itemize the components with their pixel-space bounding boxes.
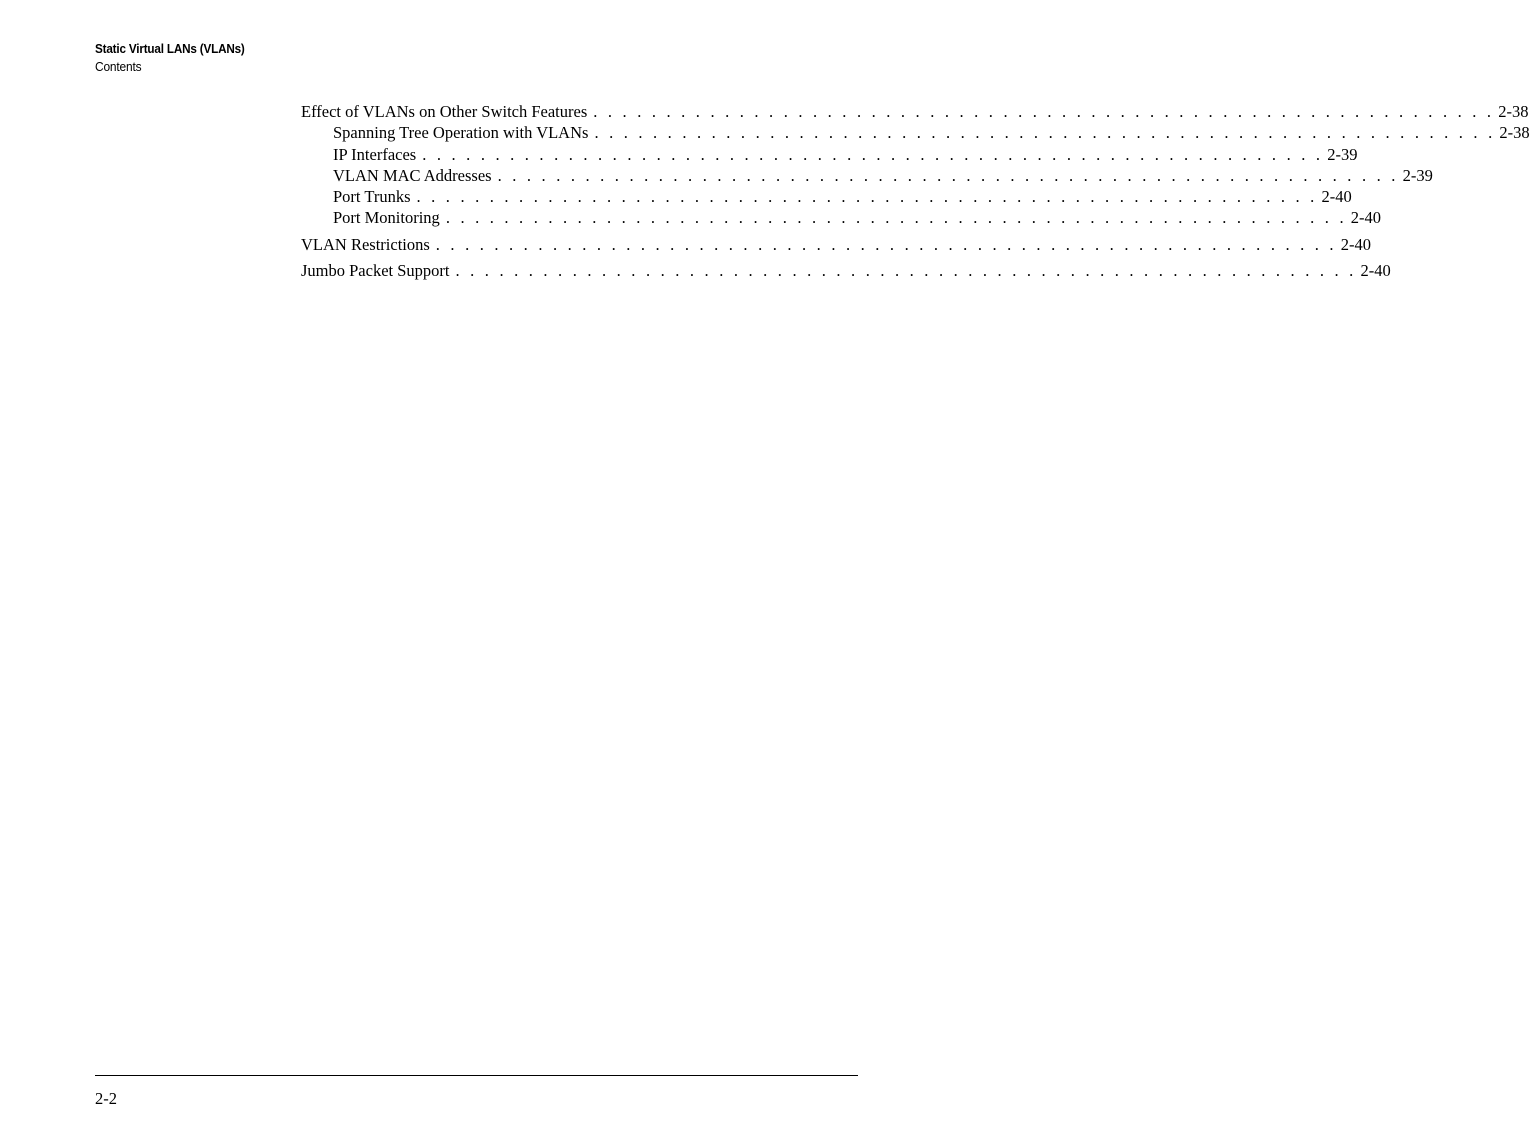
toc-entry-page: 2-40 xyxy=(1321,187,1352,207)
dot-leader: . . . . . . . . . . . . . . . . . . . . . . . . . . . . . . . . . . . . . . . . . . . . . . . . . . . . . . . . . . . . . . xyxy=(593,102,1495,121)
toc-entry-page: 2-40 xyxy=(1350,208,1382,228)
toc-entry-label: Effect of VLANs on Other Switch Features xyxy=(301,102,588,121)
toc-entry-port-trunks[interactable] xyxy=(301,186,1352,207)
toc-entry-page: 2-39 xyxy=(1402,165,1433,185)
dot-leader: . . . . . . . . . . . . . . . . . . . . . . . . . . . . . . . . . . . . . . . . . . . . . . . . . . . . . . . . . . . . . . xyxy=(416,187,1318,207)
toc-entry-page: 2-38 xyxy=(1498,102,1529,121)
toc-entry-label: IP Interfaces xyxy=(333,144,417,164)
toc-entry-vlan-restrictions[interactable] xyxy=(301,234,1372,255)
toc-entry-label: Port Monitoring xyxy=(333,208,440,228)
chapter-title: Static Virtual LANs (VLANs) xyxy=(95,41,245,56)
page-number: 2-2 xyxy=(95,1089,117,1108)
toc-entry-page: 2-39 xyxy=(1327,144,1358,164)
toc-entry-port-monitoring[interactable] xyxy=(301,207,1382,228)
toc-entry-label: Jumbo Packet Support xyxy=(301,261,450,281)
running-head xyxy=(95,40,261,76)
toc-entry-label: VLAN MAC Addresses xyxy=(333,165,492,185)
dot-leader: . . . . . . . . . . . . . . . . . . . . . . . . . . . . . . . . . . . . . . . . . . . . . . . . . . . . . . . . . . . . . . xyxy=(445,208,1347,228)
dot-leader: . . . . . . . . . . . . . . . . . . . . . . . . . . . . . . . . . . . . . . . . . . . . . . . . . . . . . . . . . . . . . . xyxy=(422,144,1324,164)
dot-leader: . . . . . . . . . . . . . . . . . . . . . . . . . . . . . . . . . . . . . . . . . . . . . . . . . . . . . . . . . . . . . . xyxy=(594,123,1496,143)
section-label: Contents xyxy=(95,59,142,74)
toc-entry-vlan-mac-addresses[interactable] xyxy=(301,165,1433,186)
toc-entry-label: Spanning Tree Operation with VLANs xyxy=(333,123,589,143)
dot-leader: . . . . . . . . . . . . . . . . . . . . . . . . . . . . . . . . . . . . . . . . . . . . . . . . . . . . . . . . . . . . . . xyxy=(497,165,1399,185)
toc-entry-spanning-tree[interactable] xyxy=(301,122,1530,143)
toc-entry-page: 2-40 xyxy=(1340,234,1372,254)
toc-entry-label: VLAN Restrictions xyxy=(301,234,430,254)
toc-entry-page: 2-38 xyxy=(1499,123,1530,143)
toc-entry-page: 2-40 xyxy=(1360,261,1391,281)
toc-entry-ip-interfaces[interactable] xyxy=(301,144,1358,165)
footer-rule xyxy=(95,1075,858,1076)
toc-entry-effect-of-vlans[interactable] xyxy=(301,101,1529,122)
dot-leader: . . . . . . . . . . . . . . . . . . . . . . . . . . . . . . . . . . . . . . . . . . . . . . . . . . . . . . . . . . . . . . xyxy=(455,261,1357,281)
toc-entry-label: Port Trunks xyxy=(333,187,411,207)
dot-leader: . . . . . . . . . . . . . . . . . . . . . . . . . . . . . . . . . . . . . . . . . . . . . . . . . . . . . . . . . . . . . . xyxy=(435,234,1337,254)
table-of-contents xyxy=(301,101,1530,281)
toc-entry-jumbo-packet-support[interactable] xyxy=(301,260,1391,281)
